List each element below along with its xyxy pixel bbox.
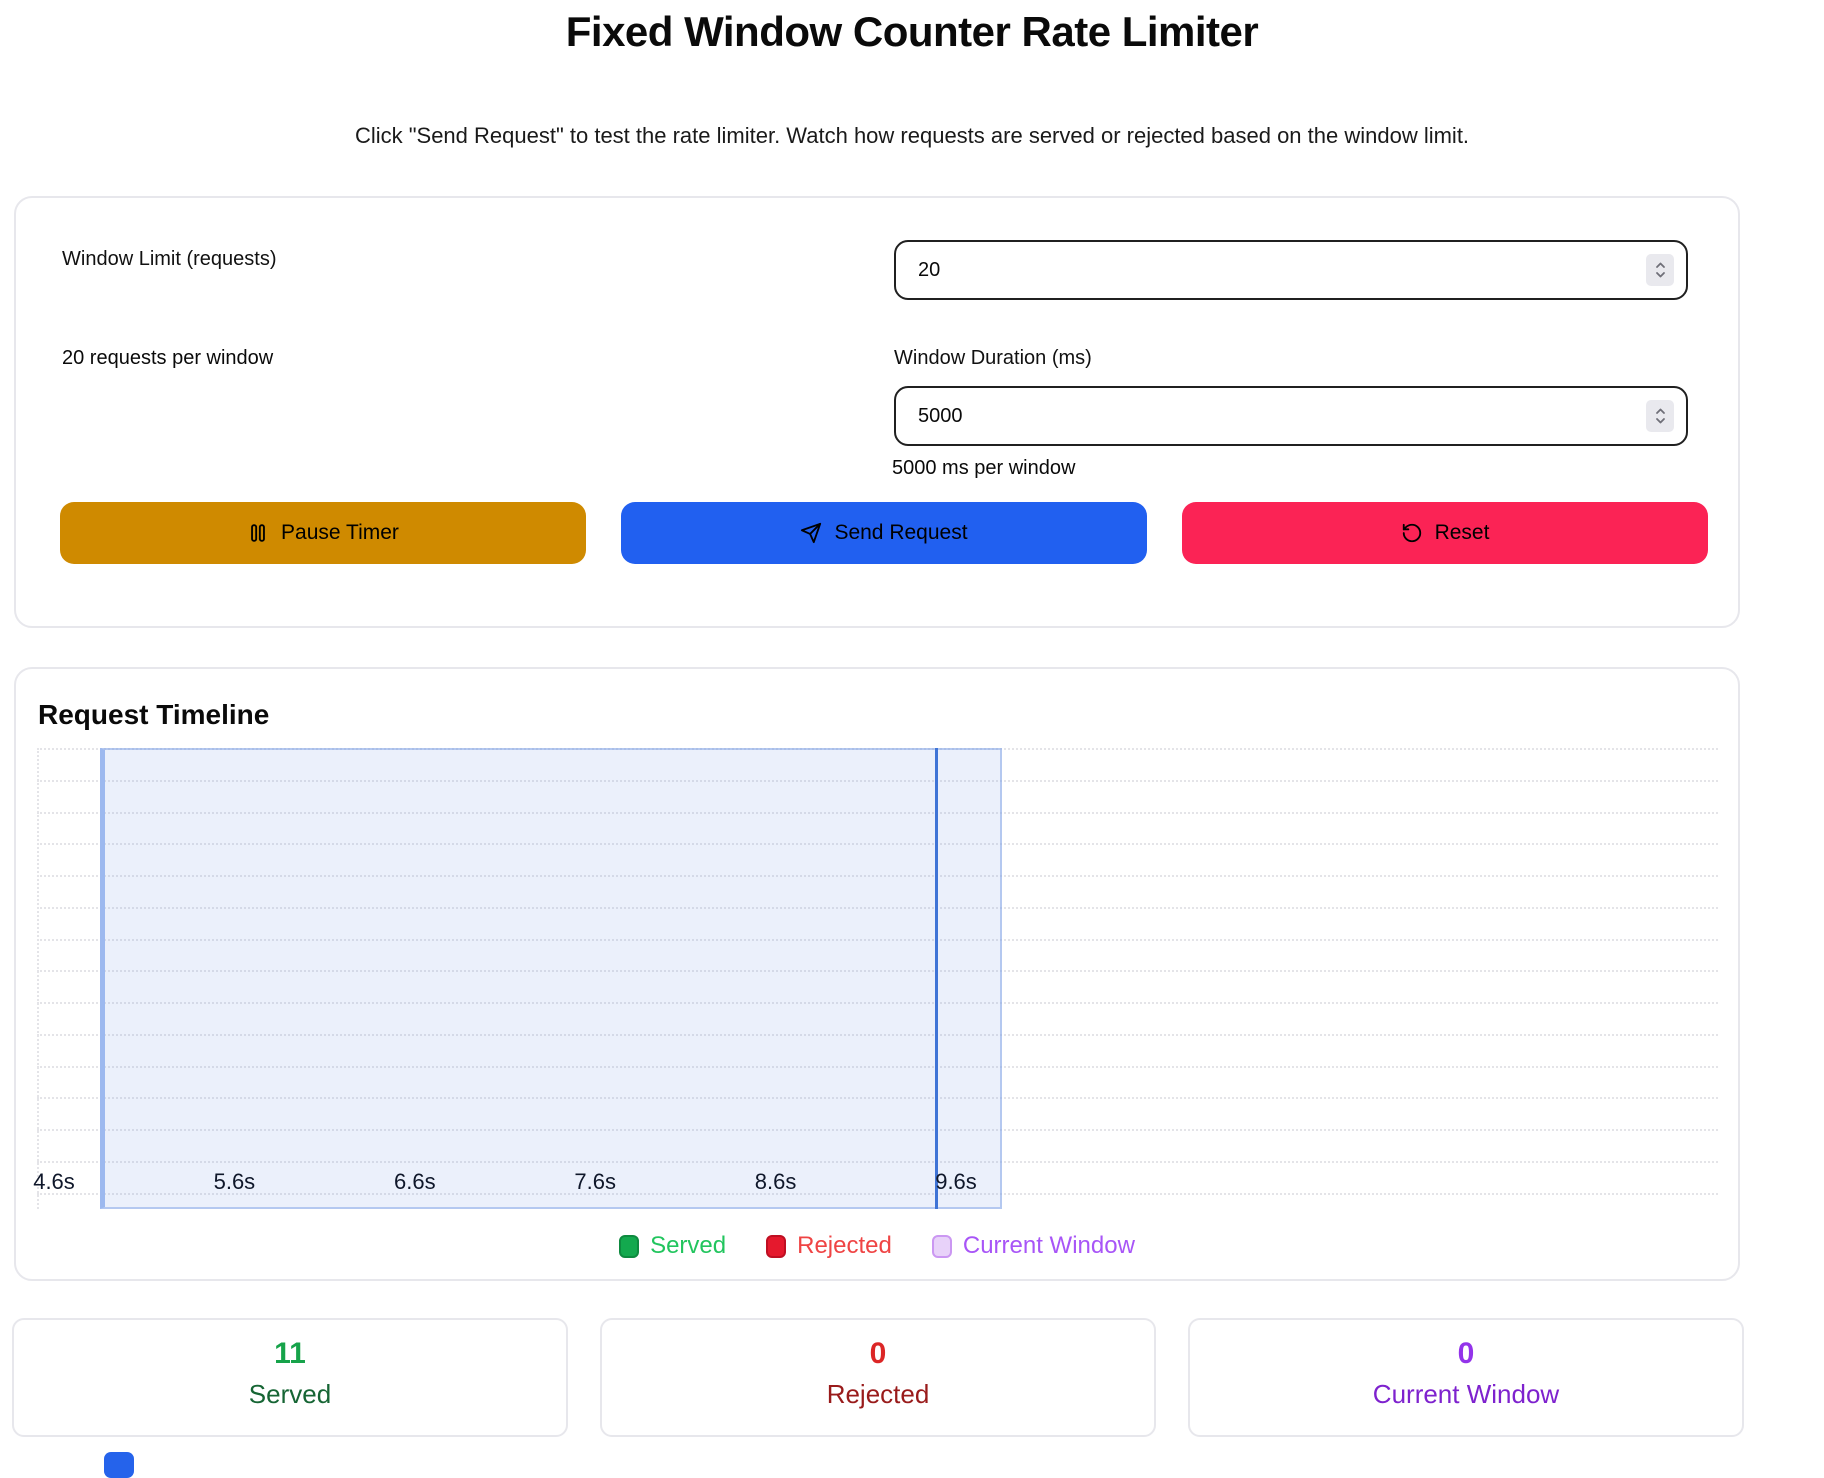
window-duration-value[interactable]: [896, 388, 1686, 444]
y-axis-line: [37, 748, 39, 1209]
reset-button[interactable]: [1182, 502, 1708, 564]
button-row: [60, 502, 1708, 564]
current-time-line: [935, 748, 938, 1209]
number-stepper[interactable]: [1646, 254, 1674, 286]
chevron-up-down-icon: [1654, 259, 1667, 281]
stat-card-current-window: [1188, 1318, 1744, 1437]
legend-item-rejected: [766, 1232, 892, 1260]
current-window-region: [100, 748, 1002, 1209]
x-tick-label: 4.6s: [33, 1169, 75, 1194]
send-request-button[interactable]: [621, 502, 1147, 564]
page-subtitle: Click "Send Request" to test the rate limiter. Watch how requests are served or rejected based on the window limit.: [354, 123, 1470, 148]
stat-label: Served: [248, 1379, 332, 1409]
controls-panel: [14, 196, 1740, 628]
send-request-label: Send Request: [834, 521, 968, 544]
stats-row: [0, 1318, 1824, 1437]
stat-value: 0: [869, 1337, 887, 1370]
legend-item-served: [619, 1232, 726, 1260]
chevron-up-down-icon: [1654, 405, 1667, 427]
reset-label: Reset: [1434, 521, 1490, 544]
x-tick-label: 7.6s: [574, 1169, 616, 1194]
x-tick-label: 8.6s: [754, 1169, 797, 1194]
legend-label: Rejected: [797, 1232, 892, 1259]
x-tick-label: 9.6s: [935, 1169, 977, 1194]
window-limit-input[interactable]: [894, 240, 1688, 300]
rotate-ccw-icon: [1401, 522, 1423, 544]
rejected-swatch-icon: [766, 1235, 786, 1258]
x-tick-label: 6.6s: [394, 1169, 436, 1194]
window-limit-helper: 20 requests per window: [62, 347, 274, 369]
stat-label: Current Window: [1372, 1379, 1560, 1409]
pause-icon: [247, 522, 269, 544]
stat-card-served: [12, 1318, 568, 1437]
page-title: Fixed Window Counter Rate Limiter: [565, 8, 1259, 55]
stat-card-rejected: [600, 1318, 1156, 1437]
legend-label: Current Window: [962, 1232, 1135, 1259]
pause-timer-button[interactable]: [60, 502, 586, 564]
current-window-swatch-icon: [932, 1235, 952, 1258]
stat-value: 0: [1457, 1337, 1475, 1370]
served-swatch-icon: [619, 1235, 639, 1258]
x-tick-label: 5.6s: [213, 1169, 256, 1194]
number-stepper[interactable]: [1646, 400, 1674, 432]
window-limit-label: Window Limit (requests): [62, 248, 277, 270]
window-limit-value[interactable]: [896, 242, 1686, 298]
timeline-chart: [33, 748, 1718, 1209]
legend-label: Served: [650, 1232, 727, 1259]
timeline-heading: Request Timeline: [38, 699, 270, 730]
send-icon: [800, 522, 822, 544]
window-duration-helper: 5000 ms per window: [892, 457, 1076, 479]
chart-legend: [16, 1232, 1738, 1260]
legend-item-current-window: [932, 1232, 1135, 1260]
stat-label: Rejected: [826, 1379, 930, 1409]
timeline-panel: [14, 667, 1740, 1281]
window-duration-input[interactable]: [894, 386, 1688, 446]
pause-timer-label: Pause Timer: [281, 521, 399, 544]
partially-visible-button[interactable]: [104, 1452, 134, 1478]
window-duration-label: Window Duration (ms): [894, 347, 1092, 369]
stat-value: 11: [274, 1337, 306, 1370]
